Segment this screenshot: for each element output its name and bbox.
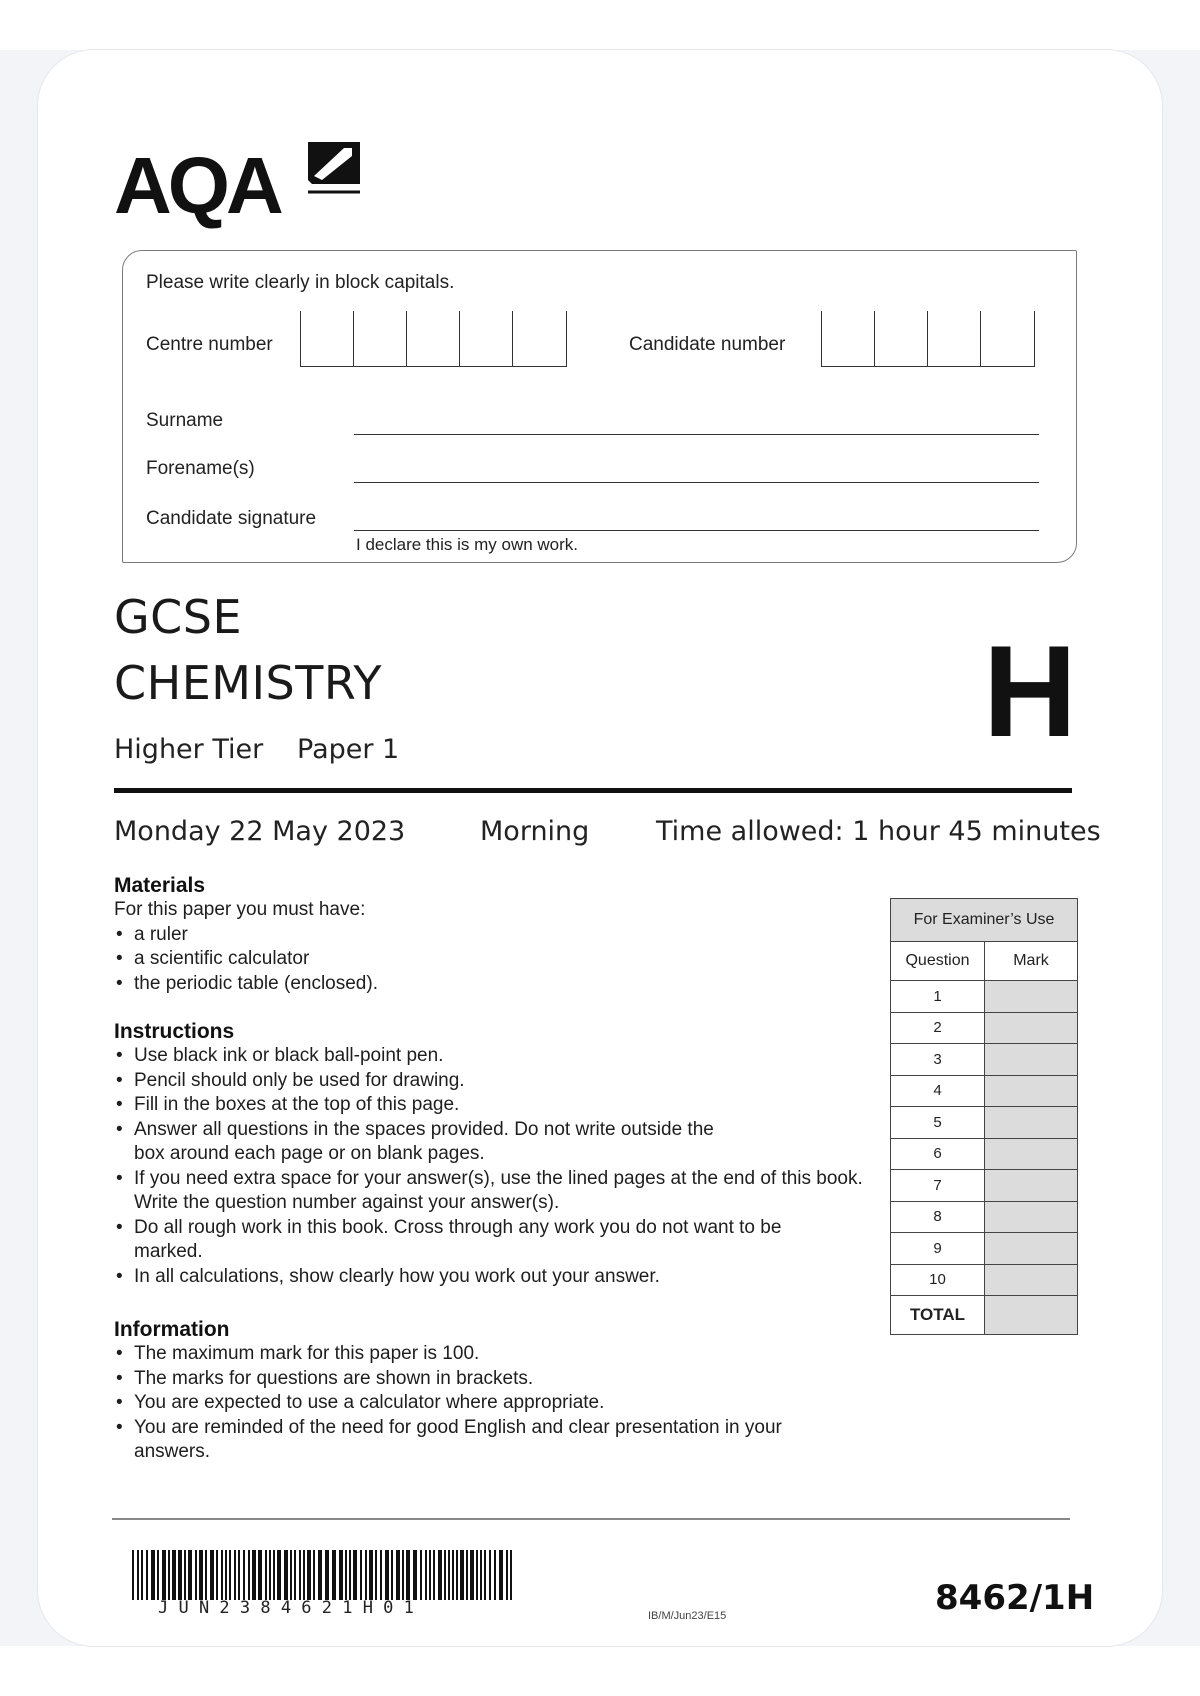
total-label: TOTAL [891,1296,985,1335]
tier-letter: H [983,618,1077,764]
table-row [891,981,1078,1013]
paper-label: Paper 1 [297,734,400,765]
paper-code: 8462/1H [935,1578,1095,1618]
barcode-label: J U N 2 3 8 4 6 2 1 H 0 1 [158,1598,414,1618]
mark-cell [985,1107,1078,1139]
signature-field[interactable] [354,530,1039,531]
aqa-logo-mark-icon [306,140,362,194]
title-divider [114,788,1072,793]
list-item: • Pencil should only be used for drawing. [114,1069,849,1094]
barcode [132,1550,514,1618]
question-number: 3 [891,1044,985,1076]
question-number: 10 [891,1264,985,1296]
candidate-number-digit[interactable] [822,311,875,366]
list-item: • Fill in the boxes at the top of this page. [114,1093,849,1118]
candidate-number-digit[interactable] [981,311,1034,366]
table-row [891,1075,1078,1107]
list-item: • Use black ink or black ball-point pen. [114,1044,849,1069]
materials-heading: Materials [114,874,206,897]
exam-session: Morning [480,816,590,847]
candidate-number-digit[interactable] [875,311,928,366]
aqa-logo-text: AQA [114,141,280,230]
table-row [891,1201,1078,1233]
surname-field[interactable] [354,434,1039,435]
list-item: • You are reminded of the need for good English and clear presentation in your answers. [114,1416,814,1465]
examiner-table-title: For Examiner’s Use [891,899,1078,942]
forenames-label: Forename(s) [146,458,255,479]
centre-number-digit[interactable] [513,311,566,366]
mark-cell [985,1012,1078,1044]
candidate-number-label: Candidate number [629,334,786,355]
instructions-list [114,1044,863,1289]
question-number: 6 [891,1138,985,1170]
mark-cell [985,1264,1078,1296]
declaration-text: I declare this is my own work. [356,535,579,554]
mark-cell [985,981,1078,1013]
list-item: • In all calculations, show clearly how you work out your answer. [114,1265,849,1290]
barcode-bars-icon [132,1550,514,1600]
mark-cell [985,1170,1078,1202]
forenames-field[interactable] [354,482,1039,483]
qualification-title: GCSE [114,590,243,644]
block-capitals-instruction: Please write clearly in block capitals. [146,272,455,293]
candidate-number-digit[interactable] [928,311,981,366]
list-item: • The marks for questions are shown in brackets. [114,1367,844,1392]
list-item: • a scientific calculator [114,947,844,972]
mark-cell [985,1201,1078,1233]
list-item: • Answer all questions in the spaces provided. Do not write outside the box around each page or on blank pages. [114,1118,724,1167]
mark-cell [985,1138,1078,1170]
list-item: • If you need extra space for your answer(s), use the lined pages at the end of this book. Write the question number against your answer(s). [114,1167,869,1216]
list-item: • Do all rough work in this book. Cross through any work you do not want to be marked. [114,1216,794,1265]
list-item: • The maximum mark for this paper is 100. [114,1342,844,1367]
question-number: 7 [891,1170,985,1202]
table-row [891,1233,1078,1265]
materials-section [114,874,844,996]
question-number: 5 [891,1107,985,1139]
materials-list [114,923,844,997]
mark-cell [985,1075,1078,1107]
question-number: 8 [891,1201,985,1233]
examiner-use-table [890,898,1078,1335]
footer-divider [112,1518,1070,1520]
table-row [891,1138,1078,1170]
subject-title: CHEMISTRY [114,656,382,710]
list-item: • a ruler [114,923,844,948]
question-number: 2 [891,1012,985,1044]
mark-column-header: Mark [985,942,1078,981]
information-list [114,1342,844,1465]
centre-number-digit[interactable] [407,311,460,366]
table-row [891,1170,1078,1202]
table-row [891,1264,1078,1296]
tier-label: Higher Tier [114,734,264,765]
question-number: 4 [891,1075,985,1107]
centre-number-digit[interactable] [354,311,407,366]
time-allowed: Time allowed: 1 hour 45 minutes [656,816,1101,847]
aqa-logo [114,138,364,230]
list-item: • the periodic table (enclosed). [114,972,844,997]
materials-intro: For this paper you must have: [114,899,366,920]
table-row [891,1012,1078,1044]
centre-number-digit[interactable] [460,311,513,366]
total-mark-cell [985,1296,1078,1335]
reference-code: IB/M/Jun23/E15 [648,1610,727,1622]
table-row [891,1107,1078,1139]
centre-number-label: Centre number [146,334,273,355]
exam-date: Monday 22 May 2023 [114,816,406,847]
instructions-section [114,1020,863,1289]
question-column-header: Question [891,942,985,981]
instructions-heading: Instructions [114,1020,235,1043]
signature-label: Candidate signature [146,508,317,529]
mark-cell [985,1044,1078,1076]
information-section [114,1318,844,1465]
list-item: • You are expected to use a calculator where appropriate. [114,1391,844,1416]
centre-number-field[interactable] [300,311,567,367]
surname-label: Surname [146,410,224,431]
candidate-number-field[interactable] [821,311,1035,367]
information-heading: Information [114,1318,230,1341]
question-number: 9 [891,1233,985,1265]
question-number: 1 [891,981,985,1013]
table-row [891,1296,1078,1335]
mark-cell [985,1233,1078,1265]
centre-number-digit[interactable] [301,311,354,366]
table-row [891,1044,1078,1076]
